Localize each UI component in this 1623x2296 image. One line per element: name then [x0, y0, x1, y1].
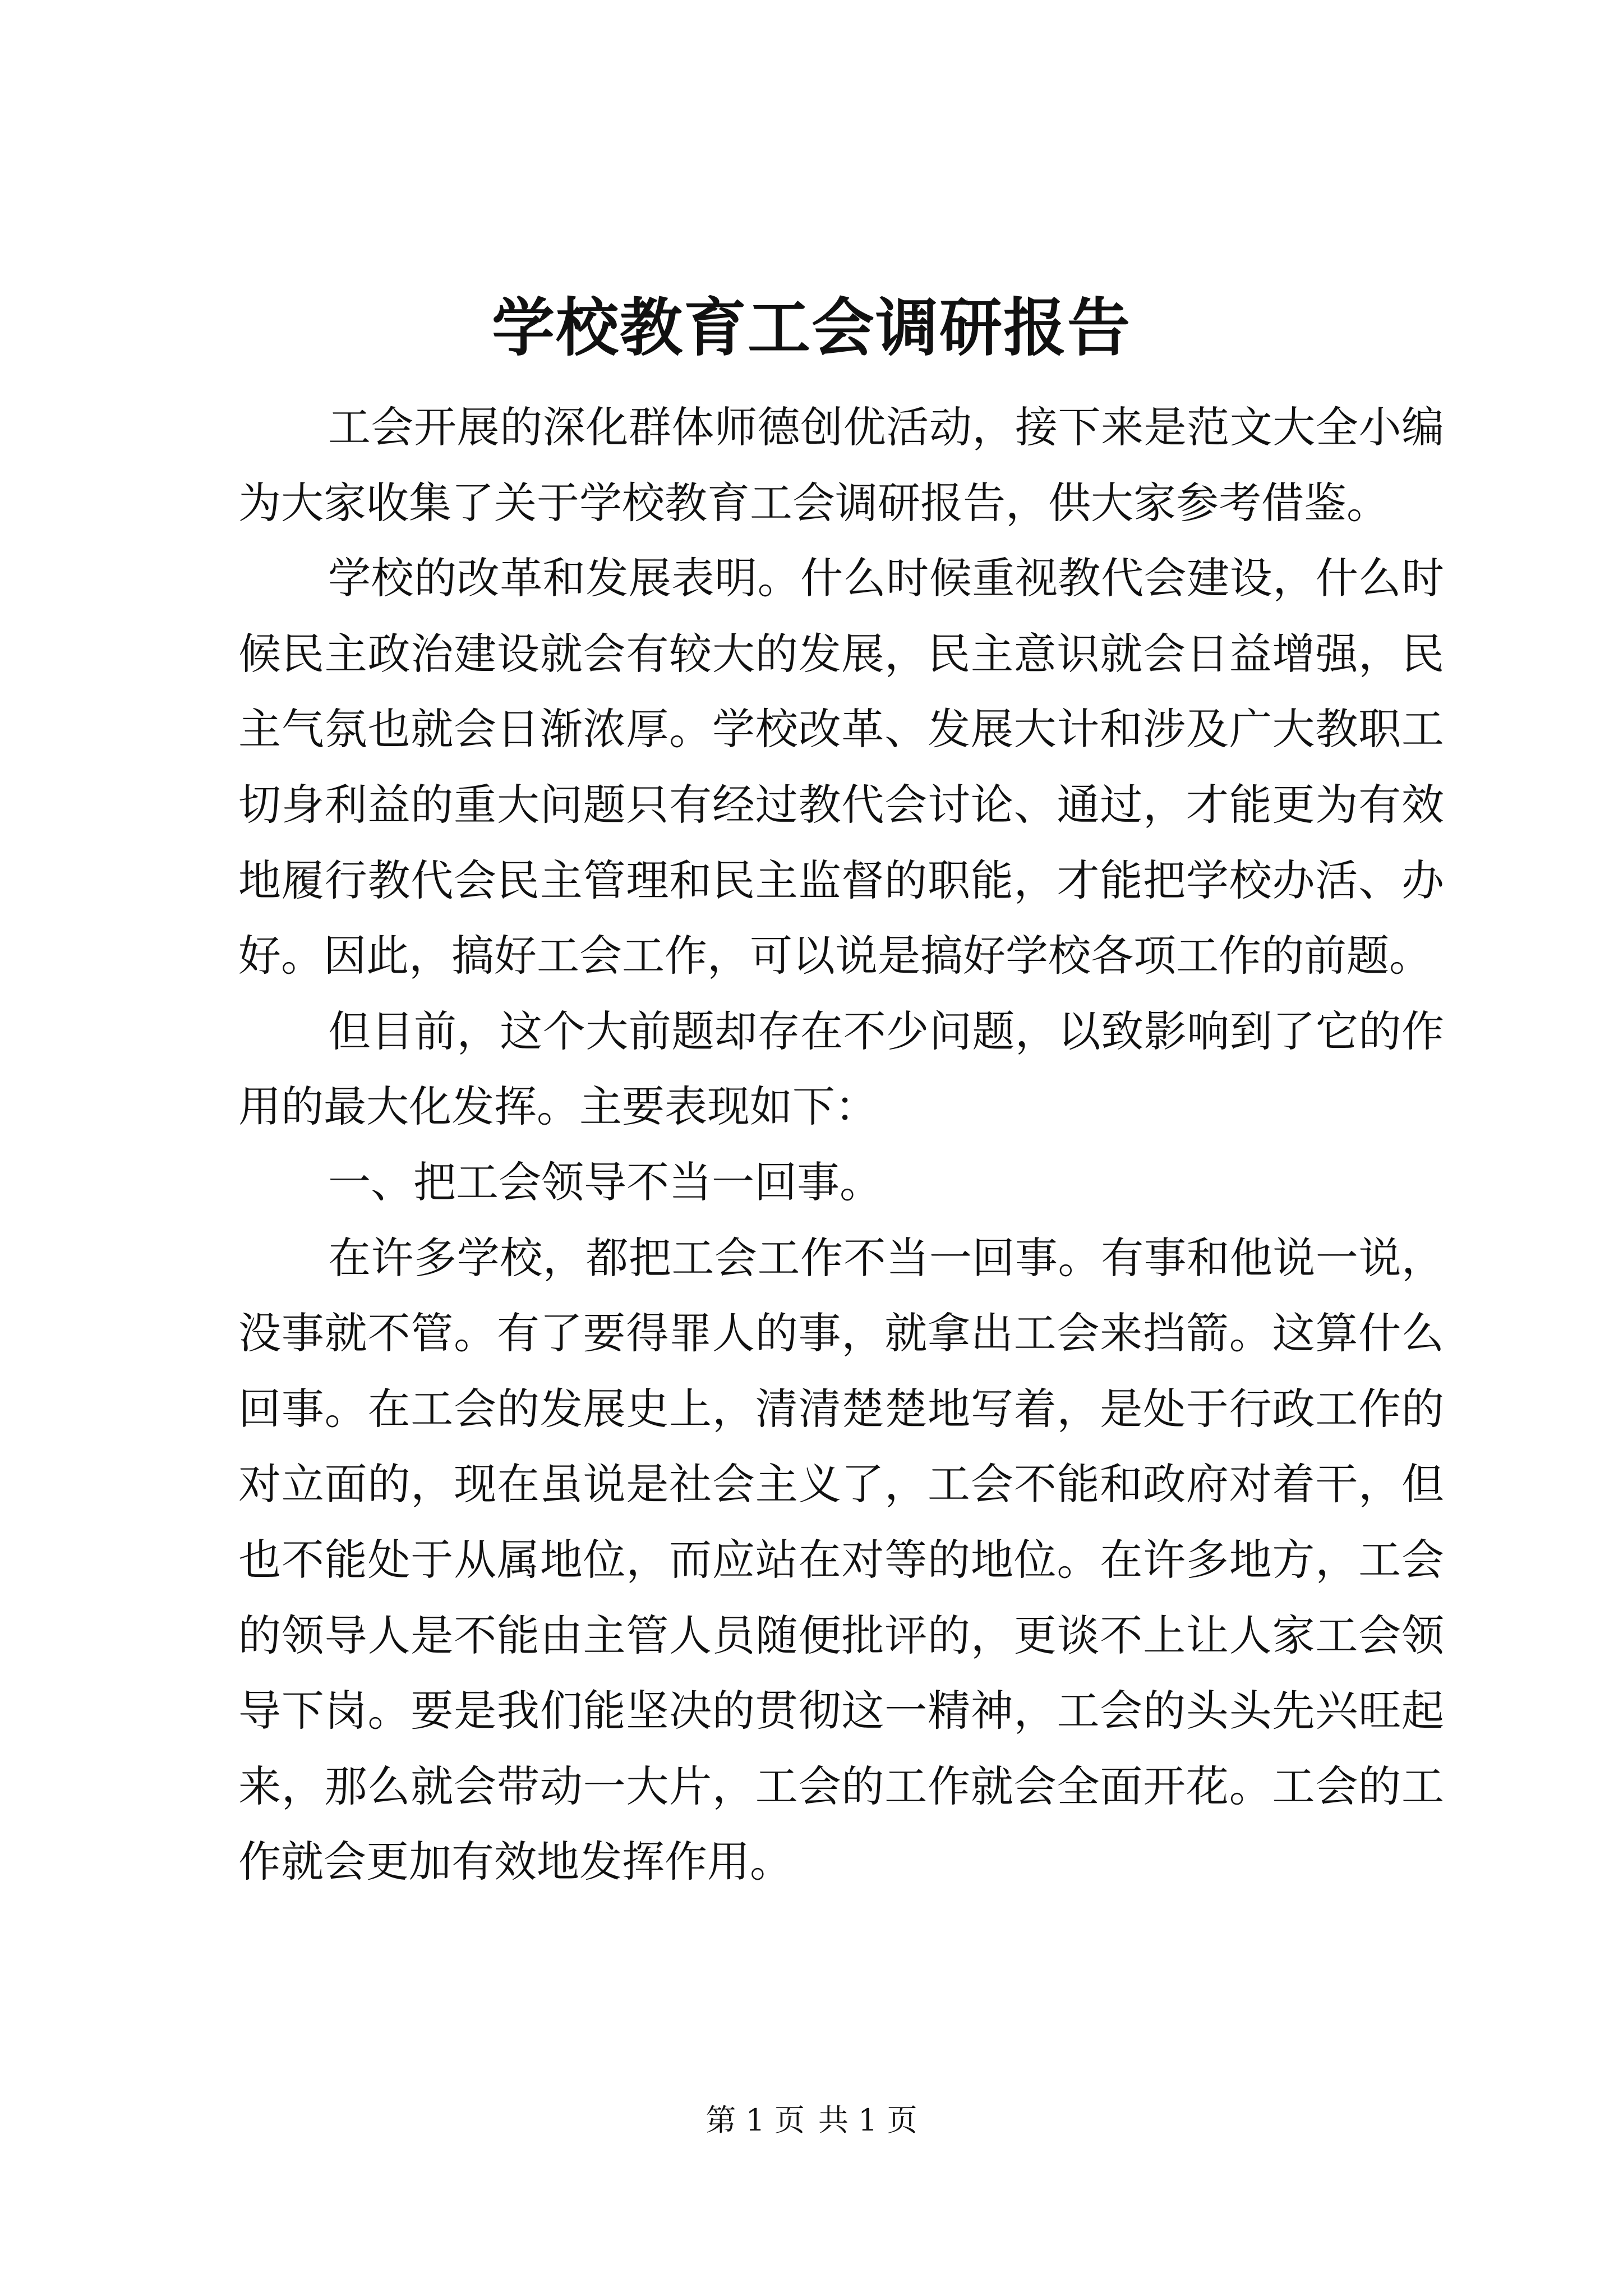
- document-body: [238, 390, 1444, 1900]
- section-heading: 一、把工会领导不当一回事。: [328, 1157, 882, 1207]
- paragraph: 但目前，这个大前题却存在不少问题，以致影响到了它的作用的最大化发挥。主要表现如下：: [238, 1006, 1444, 1132]
- page-total: 共 1 页: [818, 2102, 917, 2138]
- document-title: 学校教育工会调研报告: [492, 291, 1131, 365]
- page-number: 第 1 页: [706, 2102, 805, 2138]
- page-footer: [0, 2101, 1623, 2140]
- paragraph: 学校的改革和发展表明。什么时候重视教代会建设，什么时候民主政治建设就会有较大的发展，民主意识就会日益增强，民主气氛也就会日渐浓厚。学校改革、发展大计和涉及广大教职工切身利益的重大问题只有经过教代会讨论、通过，才能更为有效地履行教代会民主管理和民主监督的职能，才能把学校办活、办好。因此，搞好工会工作，可以说是搞好学校各项工作的前题。: [238, 553, 1444, 981]
- paragraph: 工会开展的深化群体师德创优活动，接下来是范文大全小编为大家收集了关于学校教育工会调研报告，供大家参考借鉴。: [238, 402, 1444, 528]
- paragraph: 在许多学校，都把工会工作不当一回事。有事和他说一说，没事就不管。有了要得罪人的事，就拿出工会来挡箭。这算什么回事。在工会的发展史上，清清楚楚地写着，是处于行政工作的对立面的，现在虽说是社会主义了，工会不能和政府对着干，但也不能处于从属地位，而应站在对等的地位。在许多地方，工会的领导人是不能由主管人员随便批评的，更谈不上让人家工会领导下岗。要是我们能坚决的贯彻这一精神，工会的头头先兴旺起来，那么就会带动一大片，工会的工作就会全面开花。工会的工作就会更加有效地发挥作用。: [238, 1232, 1444, 1887]
